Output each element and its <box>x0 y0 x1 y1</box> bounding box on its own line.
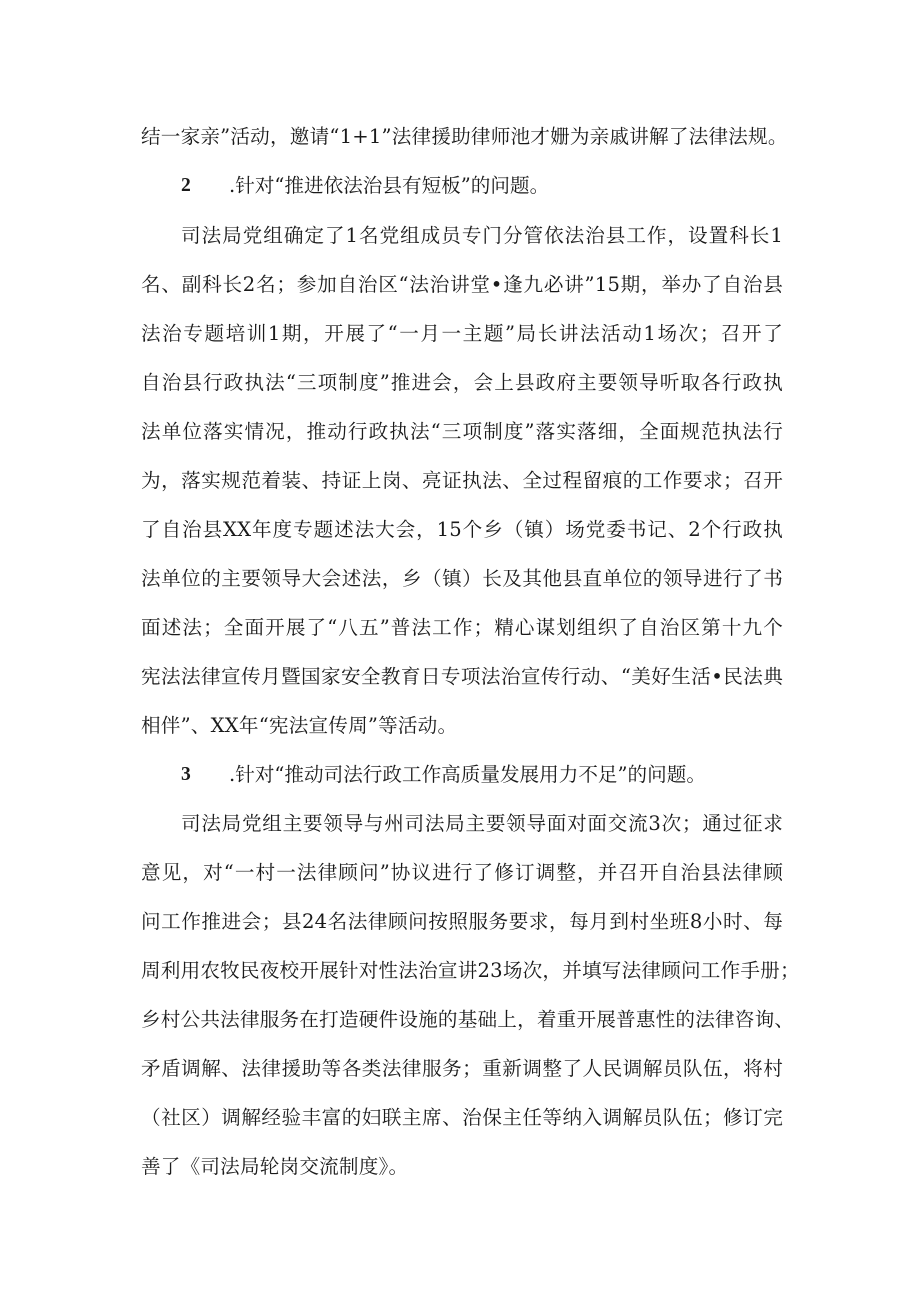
paragraph-line: 了自治县XX年度专题述法大会，15个乡（镇）场党委书记、2个行政执 <box>141 518 783 541</box>
paragraph-line: （社区）调解经验丰富的妇联主席、治保主任等纳入调解员队伍；修订完 <box>141 1106 783 1129</box>
paragraph-line: 问工作推进会；县24名法律顾问按照服务要求，每月到村坐班8小时、每 <box>141 910 783 933</box>
section-title: .针对“推进依法治县有短板”的问题。 <box>229 174 550 197</box>
paragraph-line: 法单位落实情况，推动行政执法“三项制度”落实落细，全面规范执法行 <box>141 420 783 443</box>
paragraph-line: 自治县行政执法“三项制度”推进会，会上县政府主要领导听取各行政执 <box>141 371 783 394</box>
section-number: 3 <box>181 764 191 785</box>
paragraph-line: 矛盾调解、法律援助等各类法律服务；重新调整了人民调解员队伍，将村 <box>141 1057 783 1080</box>
paragraph-line: 宪法法律宣传月暨国家安全教育日专项法治宣传行动、“美好生活•民法典 <box>141 665 783 688</box>
paragraph-line: 周利用农牧民夜校开展针对性法治宣讲23场次，并填写法律顾问工作手册； <box>141 959 800 982</box>
paragraph-line: 为，落实规范着装、持证上岗、亮证执法、全过程留痕的工作要求；召开 <box>141 469 783 492</box>
paragraph-line: 法单位的主要领导大会述法，乡（镇）长及其他县直单位的领导进行了书 <box>141 567 783 590</box>
paragraph-line: 司法局党组确定了1名党组成员专门分管依法治县工作，设置科长1 <box>181 224 783 247</box>
paragraph-line: 名、副科长2名；参加自治区“法治讲堂•逢九必讲”15期，举办了自治县 <box>141 273 783 296</box>
paragraph-line: 意见，对“一村一法律顾问”协议进行了修订调整，并召开自治县法律顾 <box>141 861 783 884</box>
section-number: 2 <box>181 175 191 196</box>
paragraph-line: 面述法；全面开展了“八五”普法工作；精心谋划组织了自治区第十九个 <box>141 616 783 639</box>
paragraph-line: 善了《司法局轮岗交流制度》。 <box>141 1155 409 1178</box>
paragraph-line: 乡村公共法律服务在打造硬件设施的基础上，着重开展普惠性的法律咨询、 <box>141 1008 795 1031</box>
paragraph-line: 司法局党组主要领导与州司法局主要领导面对面交流3次；通过征求 <box>181 812 783 835</box>
paragraph-line: 法治专题培训1期，开展了“一月一主题”局长讲法活动1场次；召开了 <box>141 322 783 345</box>
paragraph-line: 结一家亲”活动，邀请“1+1”法律援助律师池才姗为亲戚讲解了法律法规。 <box>141 125 788 148</box>
section-title: .针对“推动司法行政工作高质量发展用力不足”的问题。 <box>229 763 706 786</box>
paragraph-line: 相伴”、XX年“宪法宣传周”等活动。 <box>141 714 458 737</box>
